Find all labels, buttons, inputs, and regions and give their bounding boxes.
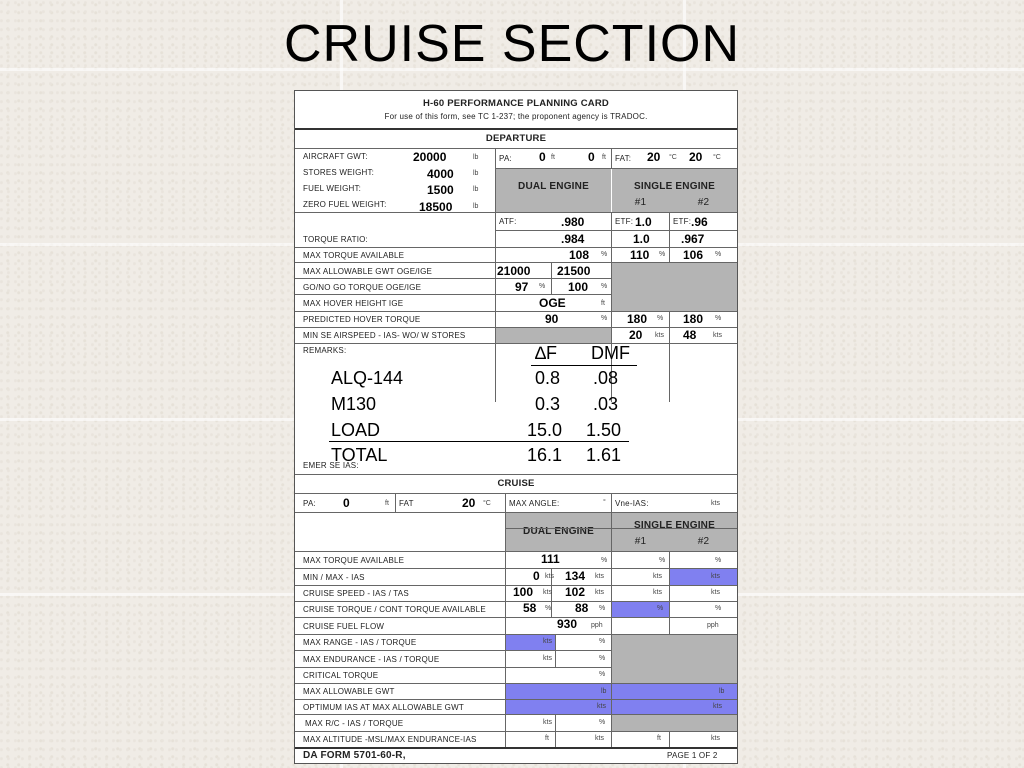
remarks-header-delta-f: ∆F xyxy=(535,343,558,363)
remarks-row-name: LOAD xyxy=(331,420,381,440)
atf-value: .980 xyxy=(561,215,585,229)
fuel-weight-value: 1500 xyxy=(427,183,454,197)
remarks-row-name: ALQ-144 xyxy=(331,368,404,388)
max-gwt-oge: 21000 xyxy=(497,264,531,278)
ft-unit: ft xyxy=(385,500,389,507)
pct-unit: % xyxy=(599,605,606,612)
pct-unit: % xyxy=(545,605,552,612)
lb-unit: lb xyxy=(473,154,479,161)
aircraft-gwt-label: AIRCRAFT GWT: xyxy=(303,152,368,161)
fat-label: FAT: xyxy=(615,154,632,163)
cruise-dual-engine-header: DUAL ENGINE xyxy=(523,526,594,537)
fat-value-2: 20 xyxy=(689,150,703,164)
kts-unit: kts xyxy=(543,655,552,662)
optimum-ias-label: OPTIMUM IAS AT MAX ALLOWABLE GWT xyxy=(303,703,464,712)
remarks-row-df: 0.8 xyxy=(535,368,561,388)
remarks-row-df: 0.3 xyxy=(535,394,561,414)
etf1-label: ETF: xyxy=(615,217,634,226)
dual-engine-header: DUAL ENGINE xyxy=(518,181,589,192)
kts-unit: kts xyxy=(653,573,662,580)
max-hover-height-label: MAX HOVER HEIGHT IGE xyxy=(303,299,404,308)
cruise-pa-label: PA: xyxy=(303,499,316,508)
pct-unit: % xyxy=(659,251,666,258)
pct-unit: % xyxy=(715,605,722,612)
stores-weight-value: 4000 xyxy=(427,167,454,181)
aircraft-gwt-value: 20000 xyxy=(413,150,447,164)
max-allowable-gwt-cruise-label: MAX ALLOWABLE GWT xyxy=(303,687,395,696)
go-no-go-torque-label: GO/NO GO TORQUE OGE/IGE xyxy=(303,283,422,292)
vne-ias-label: Vne-IAS: xyxy=(615,499,649,508)
slide-title: CRUISE SECTION xyxy=(283,15,741,73)
ft-unit: ft xyxy=(551,154,555,161)
kts-unit: kts xyxy=(543,719,552,726)
max-angle-label: MAX ANGLE: xyxy=(509,499,560,508)
page-indicator: PAGE 1 OF 2 xyxy=(667,751,718,760)
remarks-total-dmf: 1.61 xyxy=(586,445,622,465)
pph-unit: pph xyxy=(591,622,603,629)
max-rc-label: MAX R/C - IAS / TORQUE xyxy=(305,719,404,728)
card-title: H-60 PERFORMANCE PLANNING CARD xyxy=(423,98,609,109)
cruise-tas-value: 102 xyxy=(565,585,586,599)
fat-value-1: 20 xyxy=(647,150,661,164)
cruise-pa-value: 0 xyxy=(343,496,350,510)
cruise-fat-label: FAT xyxy=(399,499,414,508)
max-torque-dual: 108 xyxy=(569,248,590,262)
max-range-label: MAX RANGE - IAS / TORQUE xyxy=(303,638,417,647)
cruise-torque-value: 58 xyxy=(523,601,537,615)
max-torque-available-label: MAX TORQUE AVAILABLE xyxy=(303,251,405,260)
max-gwt-ige: 21500 xyxy=(557,264,591,278)
engine-2-label: #2 xyxy=(697,197,710,208)
min-se-eng1: 20 xyxy=(629,328,643,342)
kts-unit: kts xyxy=(711,500,720,507)
fuel-flow-value: 930 xyxy=(557,617,578,631)
torque-ratio-dual: .984 xyxy=(561,232,585,246)
kts-unit: kts xyxy=(595,573,604,580)
pct-unit: % xyxy=(599,655,606,662)
kts-unit: kts xyxy=(711,573,720,580)
ft-unit: ft xyxy=(602,154,606,161)
gonogo-oge: 97 xyxy=(515,280,529,294)
remarks-row-name: M130 xyxy=(331,394,377,414)
remarks-row-df: 15.0 xyxy=(527,420,563,440)
kts-unit: kts xyxy=(543,589,552,596)
kts-unit: kts xyxy=(655,332,664,339)
fuel-weight-label: FUEL WEIGHT: xyxy=(303,184,362,193)
kts-unit: kts xyxy=(595,589,604,596)
zero-fuel-weight-value: 18500 xyxy=(419,200,453,214)
pct-unit: % xyxy=(599,671,606,678)
pct-unit: % xyxy=(539,283,546,290)
deg-c-unit: °C xyxy=(669,154,677,161)
cruise-fat-value: 20 xyxy=(462,496,476,510)
kts-unit: kts xyxy=(711,735,720,742)
degree-unit: ° xyxy=(603,499,606,506)
lb-unit: lb xyxy=(601,688,607,695)
pct-unit: % xyxy=(601,315,608,322)
cruise-max-torque-label: MAX TORQUE AVAILABLE xyxy=(303,556,405,565)
lb-unit: lb xyxy=(473,203,479,210)
hover-height-value: OGE xyxy=(539,296,566,310)
departure-header: DEPARTURE xyxy=(485,133,547,144)
single-engine-header: SINGLE ENGINE xyxy=(634,181,715,192)
pct-unit: % xyxy=(657,605,664,612)
pct-unit: % xyxy=(599,638,606,645)
pct-unit: % xyxy=(715,251,722,258)
cruise-ias-value: 100 xyxy=(513,585,534,599)
etf2-value: .96 xyxy=(691,215,708,229)
emer-se-ias-label: EMER SE IAS: xyxy=(303,461,359,470)
lb-unit: lb xyxy=(473,186,479,193)
pct-unit: % xyxy=(659,557,666,564)
card-subtitle: For use of this form, see TC 1-237; the proponent agency is TRADOC. xyxy=(384,112,648,121)
max-endurance-label: MAX ENDURANCE - IAS / TORQUE xyxy=(303,655,440,664)
kts-unit: kts xyxy=(711,589,720,596)
max-allowable-gwt-label: MAX ALLOWABLE GWT OGE/IGE xyxy=(303,267,433,276)
min-ias-value: 0 xyxy=(533,569,540,583)
kts-unit: kts xyxy=(597,703,606,710)
critical-torque-label: CRITICAL TORQUE xyxy=(303,671,379,680)
atf-label: ATF: xyxy=(499,217,517,226)
pph-unit: pph xyxy=(707,622,719,629)
pct-unit: % xyxy=(715,315,722,322)
remarks-label: REMARKS: xyxy=(303,346,347,355)
form-number: DA FORM 5701-60-R, xyxy=(303,750,406,761)
remarks-row-dmf: .08 xyxy=(593,368,619,388)
cruise-single-engine-header: SINGLE ENGINE xyxy=(634,520,715,531)
pct-unit: % xyxy=(599,719,606,726)
pred-hover-eng1: 180 xyxy=(627,312,648,326)
lb-unit: lb xyxy=(473,170,479,177)
kts-unit: kts xyxy=(653,589,662,596)
etf2-label: ETF: xyxy=(673,217,692,226)
cruise-engine-1-label: #1 xyxy=(634,536,647,547)
pct-unit: % xyxy=(601,251,608,258)
remarks-total-name: TOTAL xyxy=(331,445,388,465)
min-se-airspeed-label: MIN SE AIRSPEED - IAS- WO/ W STORES xyxy=(303,331,466,340)
remarks-header-dmf: DMF xyxy=(591,343,630,363)
pred-hover-dual: 90 xyxy=(545,312,559,326)
lb-unit: lb xyxy=(719,688,725,695)
cont-torque-value: 88 xyxy=(575,601,589,615)
kts-unit: kts xyxy=(543,638,552,645)
performance-planning-card xyxy=(294,90,738,764)
ft-unit: ft xyxy=(545,735,549,742)
torque-ratio-label: TORQUE RATIO: xyxy=(303,235,368,244)
max-altitude-label: MAX ALTITUDE -MSL/MAX ENDURANCE-IAS xyxy=(303,735,477,744)
cruise-engine-2-label: #2 xyxy=(697,536,710,547)
pa-label: PA: xyxy=(499,154,512,163)
etf1-value: 1.0 xyxy=(635,215,652,229)
cruise-header: CRUISE xyxy=(497,478,535,489)
pct-unit: % xyxy=(715,557,722,564)
ft-unit: ft xyxy=(601,300,605,307)
remarks-total-df: 16.1 xyxy=(527,445,563,465)
pa-value-2: 0 xyxy=(588,150,595,164)
cruise-fuel-flow-label: CRUISE FUEL FLOW xyxy=(303,622,385,631)
kts-unit: kts xyxy=(545,573,554,580)
max-torque-eng1: 110 xyxy=(630,248,650,262)
max-torque-eng2: 106 xyxy=(683,248,704,262)
min-max-ias-label: MIN / MAX - IAS xyxy=(303,573,365,582)
deg-c-unit: °C xyxy=(483,500,491,507)
zero-fuel-weight-label: ZERO FUEL WEIGHT: xyxy=(303,200,387,209)
stores-weight-label: STORES WEIGHT: xyxy=(303,168,375,177)
torque-ratio-eng2: .967 xyxy=(681,232,705,246)
cruise-max-torque-value: 111 xyxy=(541,552,560,566)
remarks-row-dmf: .03 xyxy=(593,394,619,414)
min-se-eng2: 48 xyxy=(683,328,697,342)
kts-unit: kts xyxy=(713,703,722,710)
gonogo-ige: 100 xyxy=(568,280,589,294)
deg-c-unit: °C xyxy=(713,154,721,161)
predicted-hover-torque-label: PREDICTED HOVER TORQUE xyxy=(303,315,421,324)
cruise-torque-label: CRUISE TORQUE / CONT TORQUE AVAILABLE xyxy=(303,605,486,614)
pa-value-1: 0 xyxy=(539,150,546,164)
pct-unit: % xyxy=(657,315,664,322)
remarks-row-dmf: 1.50 xyxy=(586,420,622,440)
torque-ratio-eng1: 1.0 xyxy=(633,232,650,246)
engine-1-label: #1 xyxy=(634,197,647,208)
cruise-speed-label: CRUISE SPEED - IAS / TAS xyxy=(303,589,409,598)
ft-unit: ft xyxy=(657,735,661,742)
max-ias-value: 134 xyxy=(565,569,586,583)
pred-hover-eng2: 180 xyxy=(683,312,704,326)
kts-unit: kts xyxy=(713,332,722,339)
pct-unit: % xyxy=(601,557,608,564)
pct-unit: % xyxy=(601,283,608,290)
kts-unit: kts xyxy=(595,735,604,742)
